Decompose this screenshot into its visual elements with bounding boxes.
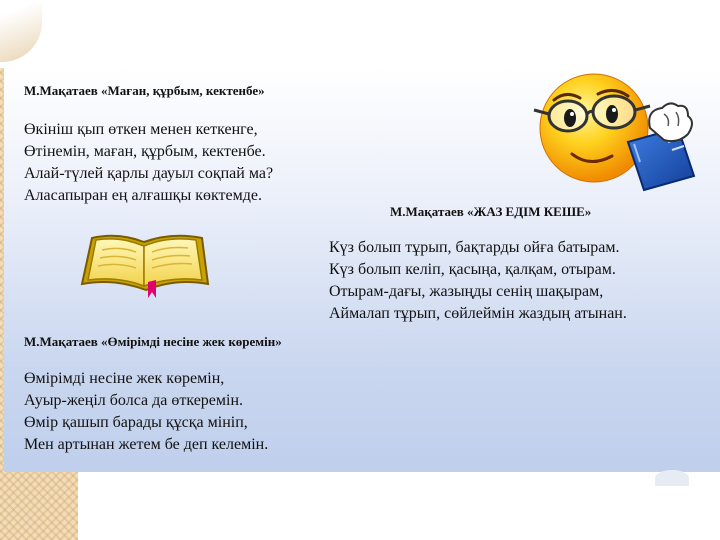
poem-2-stanza (329, 237, 627, 325)
poem-line: Өмір қашып барады құсқа мініп, (24, 414, 248, 431)
poem-line: Өкініш қып өткен менен кеткенге, (24, 121, 258, 138)
poem-3-heading: М.Мақатаев «Өмірімді несіне жек көремін» (24, 334, 282, 349)
poem-line: Аймалап тұрып, сөйлеймін жаздың атынан. (329, 305, 627, 322)
poem-line: Өмірімді несіне жек көремін, (24, 370, 225, 387)
poem-line: Өтінемін, маған, құрбым, кектенбе. (24, 143, 266, 160)
poem-1-stanza (24, 119, 273, 207)
corner-mark (655, 470, 689, 486)
poem-line: Отырам-дағы, жазыңды сенің шақырам, (329, 283, 604, 300)
poem-line: Мен артынан жетем бе деп келемін. (24, 436, 269, 453)
poem-line: Аласапыран ең алғашқы көктемде. (24, 187, 262, 204)
smiley-reading-icon (528, 70, 704, 192)
poem-line: Ауыр-жеңіл болса да өткеремін. (24, 392, 244, 409)
open-book-icon (78, 230, 212, 298)
poem-1-heading: М.Мақатаев «Маған, құрбым, кектенбе» (24, 83, 265, 98)
poem-3-stanza (24, 368, 268, 456)
poem-line: Күз болып келіп, қасыңа, қалқам, отырам. (329, 261, 616, 278)
poem-line: Алай-түлей қарлы дауыл соқпай ма? (24, 165, 274, 182)
poem-line: Күз болып тұрып, бақтарды ойға батырам. (329, 239, 620, 256)
poem-2-heading: М.Мақатаев «ЖАЗ ЕДІМ КЕШЕ» (390, 204, 592, 219)
top-band (0, 0, 720, 68)
bottom-band (78, 472, 720, 540)
